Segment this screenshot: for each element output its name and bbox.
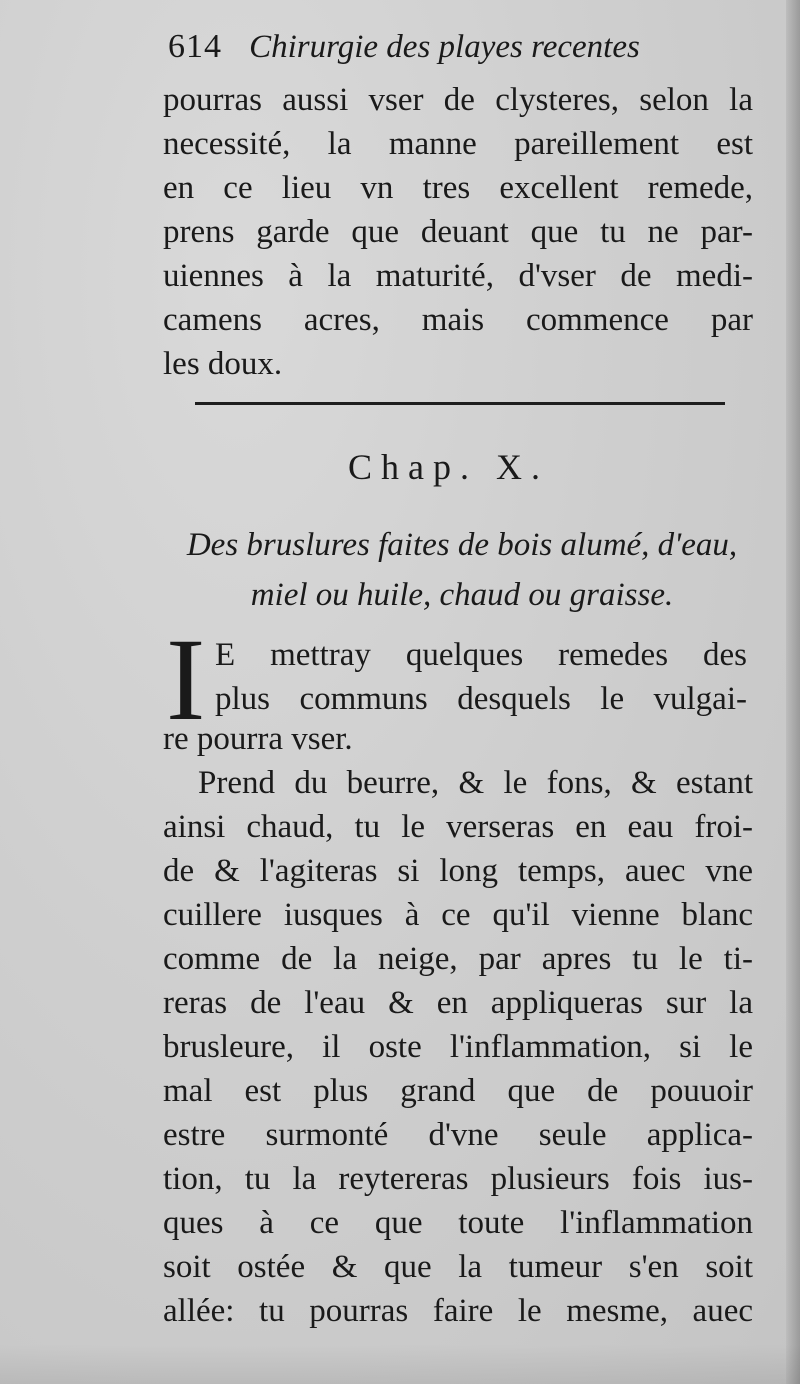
drop-cap: I	[166, 614, 206, 745]
text-line: plus communs desquels le vulgai-	[215, 681, 747, 717]
text-line: pourras aussi vser de clysteres, selon la	[163, 82, 753, 118]
drop-cap-indented-lines	[215, 633, 747, 721]
text-line: les doux.	[163, 346, 283, 382]
text-line: de & l'agiteras si long temps, auec vne	[163, 853, 753, 889]
running-title: Chirurgie des playes recentes	[249, 29, 640, 65]
chapter-title-line: miel ou huile, chaud ou graisse.	[250, 577, 674, 613]
page-number: 614	[168, 28, 222, 65]
chapter-title-line: Des bruslures faites de bois alumé, d'eau,	[186, 527, 738, 563]
text-line: cuillere iusques à ce qu'il vienne blanc	[163, 897, 753, 933]
text-line: reras de l'eau & en appliqueras sur la	[163, 985, 753, 1021]
text-line: brusleure, il oste l'inflammation, si le	[163, 1029, 753, 1065]
text-line: en ce lieu vn tres excellent remede,	[163, 170, 753, 206]
text-line: Prend du beurre, & le fons, & estant	[198, 765, 753, 801]
page-edge-shadow	[786, 0, 800, 1384]
text-line: mal est plus grand que de pouuoir	[163, 1073, 753, 1109]
text-line: allée: tu pourras faire le mesme, auec	[163, 1293, 753, 1329]
continued-paragraph	[163, 78, 753, 386]
text-line: E mettray quelques remedes des	[215, 637, 747, 673]
text-line: comme de la neige, par apres tu le ti-	[163, 941, 753, 977]
paragraph-2	[163, 761, 753, 1333]
section-divider-rule	[195, 402, 725, 405]
paragraph-1-continuation	[163, 717, 753, 761]
text-line: soit ostée & que la tumeur s'en soit	[163, 1249, 753, 1285]
text-line: tion, tu la reytereras plusieurs fois ius-	[163, 1161, 753, 1197]
chapter-title	[163, 520, 761, 620]
chapter-heading: Chap. X.	[348, 447, 549, 487]
text-line: camens acres, mais commence par	[163, 302, 753, 338]
text-line: ques à ce que toute l'inflammation	[163, 1205, 753, 1241]
text-line: ainsi chaud, tu le verseras en eau froi-	[163, 809, 753, 845]
text-line: uiennes à la maturité, d'vser de medi-	[163, 258, 753, 294]
page-bottom-shadow	[0, 1344, 800, 1384]
text-line: estre surmonté d'vne seule applica-	[163, 1117, 753, 1153]
text-line: prens garde que deuant que tu ne par-	[163, 214, 753, 250]
text-line: re pourra vser.	[163, 721, 353, 757]
text-line: necessité, la manne pareillement est	[163, 126, 753, 162]
page-header	[168, 28, 728, 84]
